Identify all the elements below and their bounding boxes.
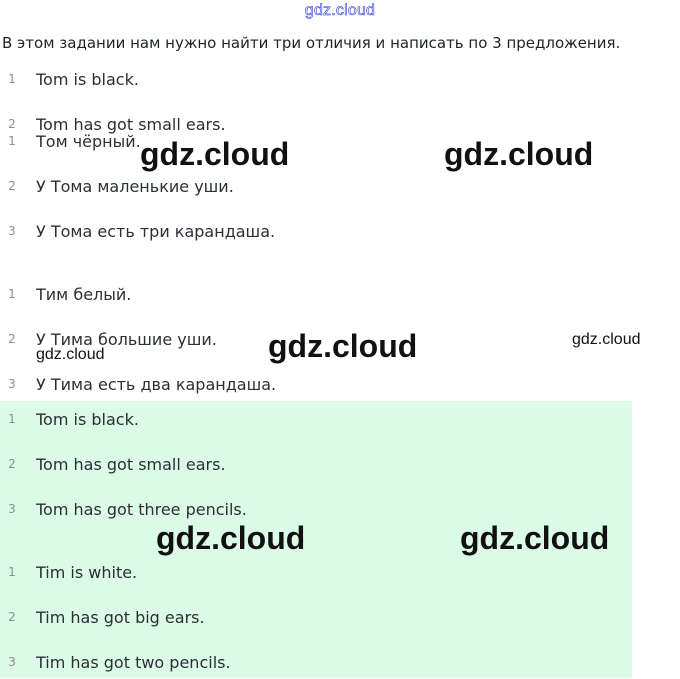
clipped-line-container [0,114,260,134]
watermark: gdz.cloud [140,136,290,172]
line-text: У Тима большие уши. [36,329,217,349]
line-text: У Тома маленькие уши. [36,176,234,196]
line-text: Tim has got big ears. [36,607,205,627]
line-text: Тим белый. [36,284,132,304]
line-number: 1 [8,72,16,86]
task-description: В этом задании нам нужно найти три отличия и написать по 3 предложения. [2,34,621,52]
answer-tim-line-1 [0,561,137,583]
line-text: У Тома есть три карандаша. [36,221,276,241]
line-text: Tom is black. [36,69,139,89]
top-watermark: gdz.cloud [304,2,376,19]
line-text: Tim has got two pencils. [36,652,231,672]
russian-tim-line-2 [0,328,217,350]
line-text: Tom has got small ears. [36,114,226,134]
line-number: 2 [8,179,16,193]
line-number: 2 [8,457,16,471]
line-number: 1 [8,134,16,148]
line-number: 3 [8,377,16,391]
line-number: 2 [8,117,16,131]
russian-tim-line-3 [0,373,276,395]
line-text: Том чёрный. [36,131,141,151]
line-text: Tom has got small ears. [36,454,226,474]
line-number: 1 [8,412,16,426]
watermark: gdz.cloud [156,520,306,556]
line-text: Tom is black. [36,409,139,429]
line-number: 2 [8,332,16,346]
russian-tom-line-3 [0,220,275,242]
watermark: gdz.cloud [36,346,105,363]
line-text: Tom has got three pencils. [36,499,247,519]
russian-tim-line-1 [0,283,131,305]
english-tom-line-1 [0,68,139,90]
watermark: gdz.cloud [268,328,418,364]
answer-tim-line-3 [0,651,231,673]
answer-tom-line-3 [0,498,247,520]
line-number: 3 [8,224,16,238]
line-number: 3 [8,655,16,669]
russian-tom-line-1 [0,130,141,152]
watermark: gdz.cloud [572,331,641,348]
line-text: Tim is white. [36,562,138,582]
answer-tom-line-2 [0,453,226,475]
line-number: 1 [8,287,16,301]
line-number: 3 [8,502,16,516]
watermark: gdz.cloud [460,520,610,556]
answer-tom-line-1 [0,408,139,430]
line-number: 1 [8,565,16,579]
answer-tim-line-2 [0,606,205,628]
russian-tom-line-2 [0,175,234,197]
watermark: gdz.cloud [444,136,594,172]
line-number: 2 [8,610,16,624]
line-text: У Тима есть два карандаша. [36,374,277,394]
